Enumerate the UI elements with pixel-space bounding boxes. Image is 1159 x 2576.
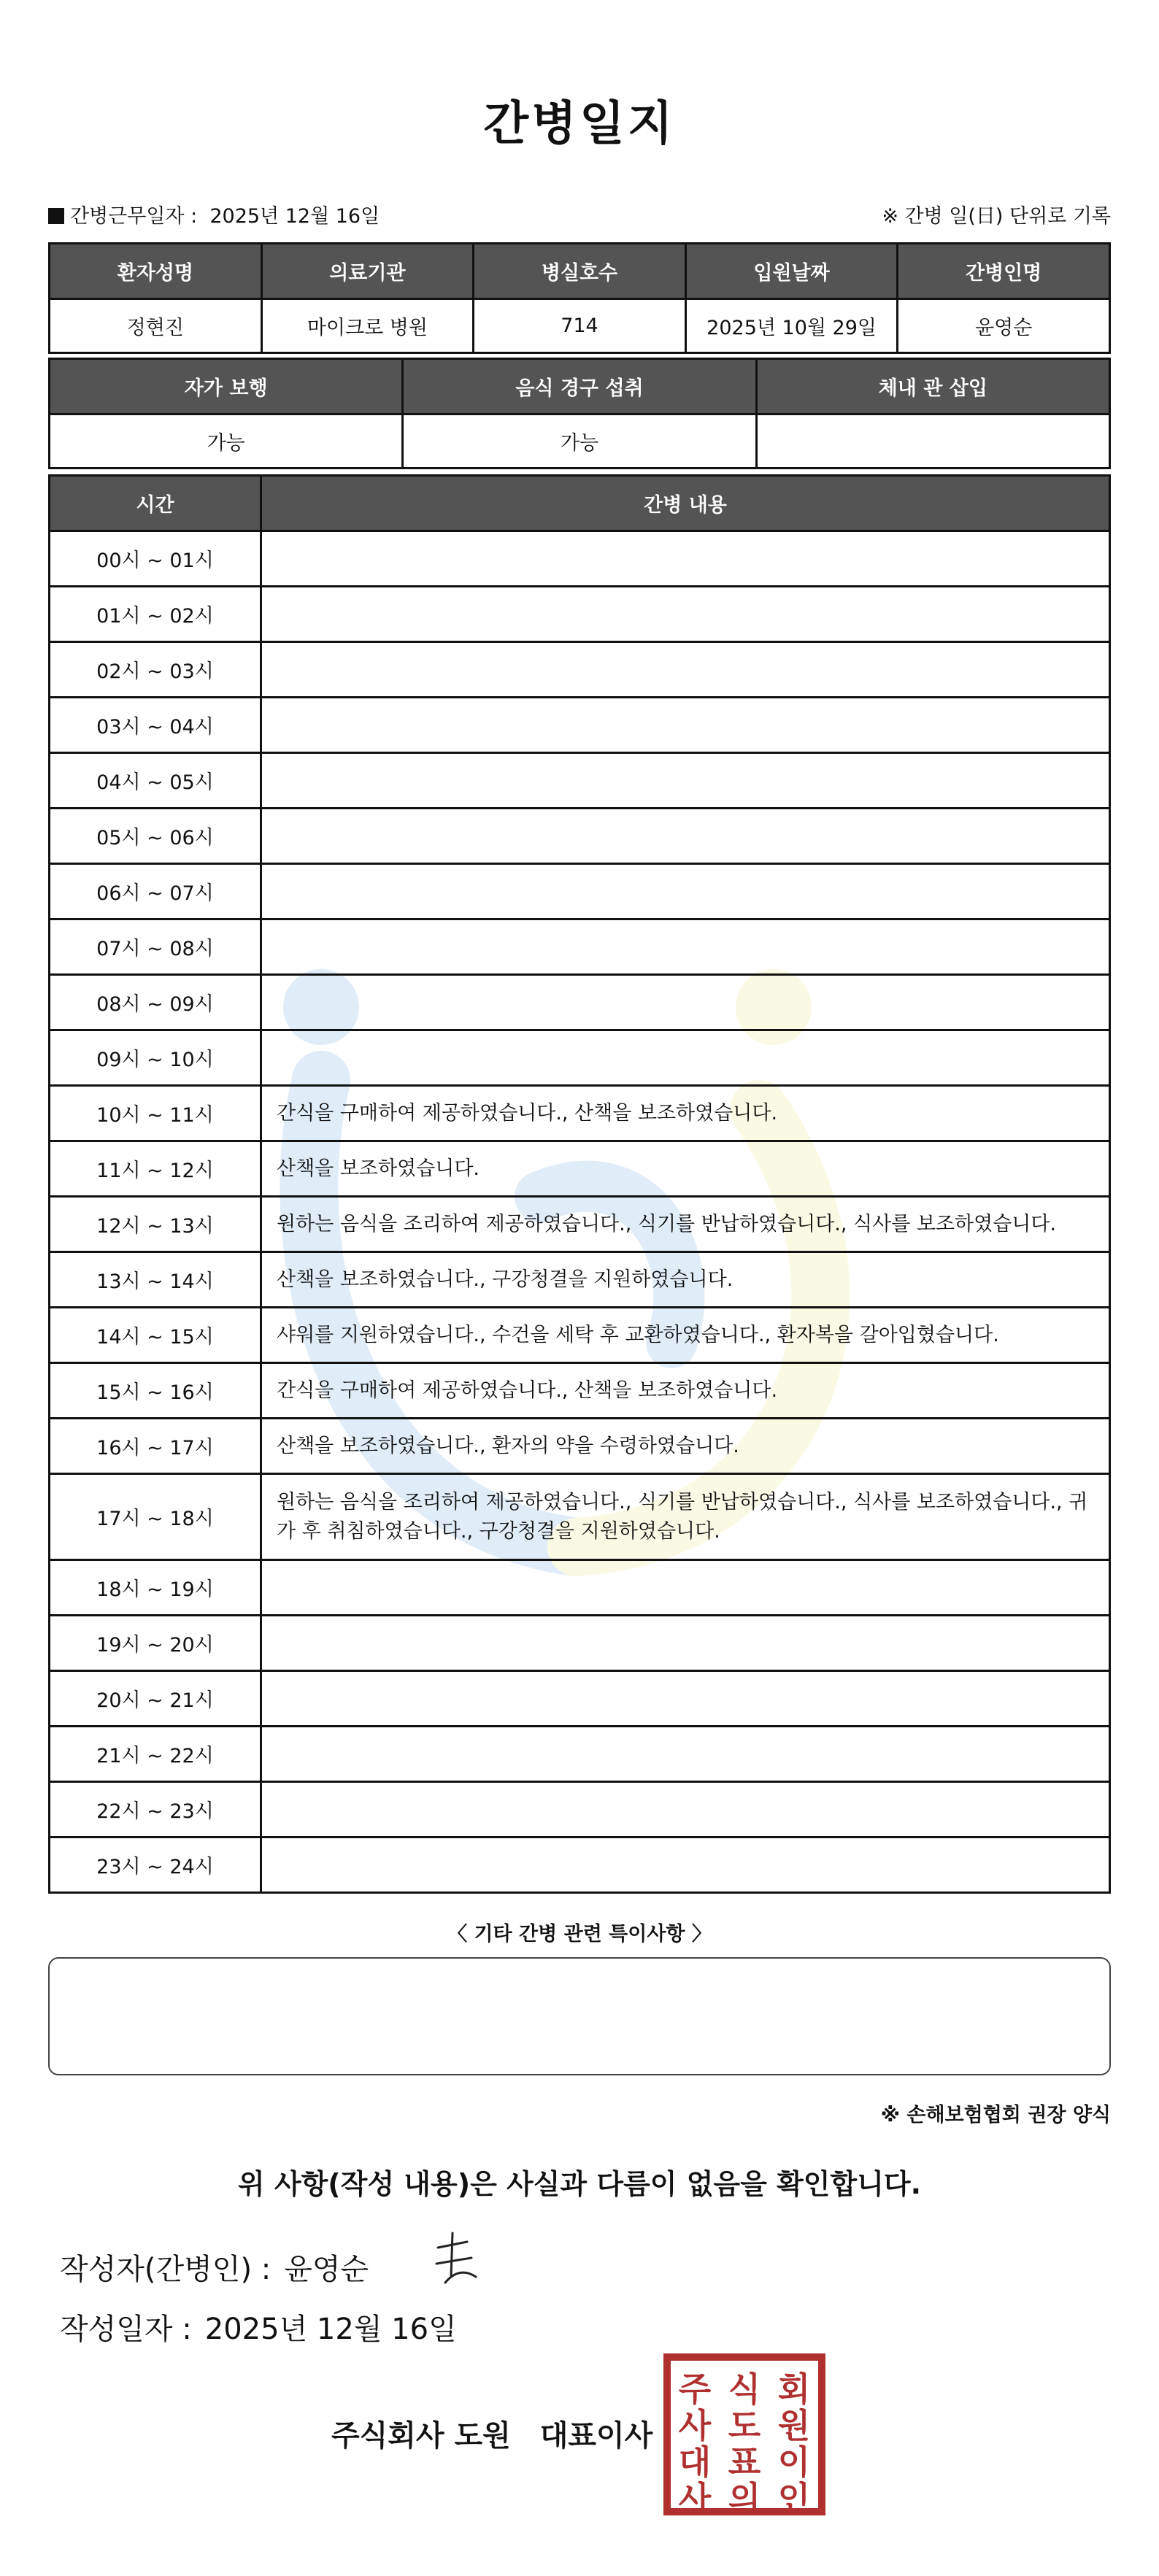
log-time: 22시 ~ 23시	[50, 1782, 261, 1837]
log-time: 17시 ~ 18시	[50, 1474, 261, 1560]
work-date	[48, 200, 380, 228]
oral-intake-value: 가능	[403, 414, 756, 468]
seal-stamp-icon	[663, 2353, 826, 2516]
log-row	[50, 1474, 1110, 1560]
log-content	[261, 1727, 1110, 1782]
care-log-body	[50, 531, 1110, 1893]
log-row	[50, 1141, 1110, 1197]
header-patient-name: 환자성명	[50, 244, 262, 299]
admission-date: 2025년 10월 29일	[685, 299, 898, 353]
log-row	[50, 919, 1110, 975]
write-date-label: 작성일자 :	[60, 2313, 192, 2346]
log-time: 08시 ~ 09시	[50, 975, 261, 1030]
log-row	[50, 1560, 1110, 1616]
log-time: 10시 ~ 11시	[50, 1086, 261, 1141]
header-self-walking: 자가 보행	[50, 359, 403, 414]
log-row	[50, 587, 1110, 642]
company-seal	[663, 2353, 826, 2516]
remarks-title: 〈 기타 간병 관련 특이사항 〉	[447, 1923, 712, 1946]
seal-character: 회	[777, 2369, 811, 2409]
log-content	[261, 1616, 1110, 1671]
log-time: 12시 ~ 13시	[50, 1197, 261, 1252]
log-time: 23시 ~ 24시	[50, 1837, 261, 1893]
log-row	[50, 1252, 1110, 1308]
company-representative: 대표이사	[539, 2419, 653, 2453]
remarks-box	[48, 1957, 1111, 2075]
log-row	[50, 1727, 1110, 1782]
log-content	[261, 642, 1110, 698]
seal-character: 대	[678, 2442, 712, 2482]
seal-character: 도	[728, 2406, 761, 2445]
log-content	[261, 587, 1110, 642]
log-content	[261, 975, 1110, 1030]
header-tube-insertion: 체내 관 삽입	[756, 359, 1109, 414]
log-row	[50, 864, 1110, 919]
log-time: 06시 ~ 07시	[50, 864, 261, 919]
work-date-value: 2025년 12월 16일	[209, 205, 380, 228]
log-time: 07시 ~ 08시	[50, 919, 261, 975]
log-row	[50, 1837, 1110, 1893]
log-content	[261, 1782, 1110, 1837]
handwritten-signature	[423, 2226, 489, 2291]
log-time: 09시 ~ 10시	[50, 1030, 261, 1086]
work-date-label: 간병근무일자 :	[70, 205, 198, 228]
header-room: 병실호수	[474, 244, 686, 299]
square-bullet-icon	[48, 208, 64, 224]
log-row	[50, 642, 1110, 698]
log-time: 01시 ~ 02시	[50, 587, 261, 642]
log-time: 14시 ~ 15시	[50, 1308, 261, 1363]
log-row	[50, 1197, 1110, 1252]
log-time: 18시 ~ 19시	[50, 1560, 261, 1616]
header-caregiver: 간병인명	[898, 244, 1110, 299]
patient-name: 정현진	[50, 299, 262, 353]
header-care-content: 간병 내용	[261, 476, 1110, 531]
seal-character: 사	[678, 2479, 712, 2516]
log-content	[261, 1671, 1110, 1727]
log-content: 원하는 음식을 조리하여 제공하였습니다., 식기를 반납하였습니다., 식사를 보조하였습니다.	[261, 1197, 1110, 1252]
log-time: 15시 ~ 16시	[50, 1363, 261, 1419]
log-content	[261, 753, 1110, 809]
log-time: 13시 ~ 14시	[50, 1252, 261, 1308]
self-walking-value: 가능	[50, 414, 403, 468]
log-time: 02시 ~ 03시	[50, 642, 261, 698]
hospital-name: 마이크로 병원	[261, 299, 474, 353]
log-row	[50, 1419, 1110, 1474]
log-time: 19시 ~ 20시	[50, 1616, 261, 1671]
log-time: 11시 ~ 12시	[50, 1141, 261, 1197]
care-log-table	[48, 474, 1111, 1894]
log-content	[261, 1560, 1110, 1616]
company-signature-line	[331, 2413, 652, 2454]
log-content	[261, 1837, 1110, 1893]
unit-note: ※ 간병 일(日) 단위로 기록	[882, 205, 1111, 228]
seal-character: 식	[728, 2369, 761, 2409]
write-date-line	[60, 2306, 457, 2348]
log-content	[261, 864, 1110, 919]
room-number: 714	[474, 299, 686, 353]
patient-info-table	[48, 242, 1111, 354]
log-content: 산책을 보조하였습니다.	[261, 1141, 1110, 1197]
log-row	[50, 753, 1110, 809]
log-content: 간식을 구매하여 제공하였습니다., 산책을 보조하였습니다.	[261, 1363, 1110, 1419]
log-row	[50, 809, 1110, 864]
log-content: 원하는 음식을 조리하여 제공하였습니다., 식기를 반납하였습니다., 식사를 보조하였습니다., 귀가 후 취침하였습니다., 구강청결을 지원하였습니다.	[261, 1474, 1110, 1560]
seal-character: 의	[728, 2479, 761, 2516]
log-content	[261, 698, 1110, 753]
writer-name: 윤영순	[284, 2253, 369, 2286]
caregiver-name: 윤영순	[898, 299, 1110, 353]
log-time: 04시 ~ 05시	[50, 753, 261, 809]
log-row	[50, 1086, 1110, 1141]
log-row	[50, 698, 1110, 753]
seal-character: 원	[777, 2406, 811, 2445]
log-content: 샤워를 지원하였습니다., 수건을 세탁 후 교환하였습니다., 환자복을 갈아입혔습니다.	[261, 1308, 1110, 1363]
log-content	[261, 531, 1110, 587]
header-time: 시간	[50, 476, 261, 531]
confirmation-statement: 위 사항(작성 내용)은 사실과 다름이 없음을 확인합니다.	[237, 2168, 922, 2200]
seal-character: 사	[678, 2406, 712, 2445]
log-content: 간식을 구매하여 제공하였습니다., 산책을 보조하였습니다.	[261, 1086, 1110, 1141]
log-time: 00시 ~ 01시	[50, 531, 261, 587]
page-title: 간병일지	[483, 97, 676, 151]
writer-line	[60, 2246, 369, 2288]
log-content	[261, 919, 1110, 975]
log-row	[50, 975, 1110, 1030]
header-oral-intake: 음식 경구 섭취	[403, 359, 756, 414]
log-time: 16시 ~ 17시	[50, 1419, 261, 1474]
log-content: 산책을 보조하였습니다., 환자의 약을 수령하였습니다.	[261, 1419, 1110, 1474]
seal-character: 인	[777, 2479, 811, 2516]
log-content	[261, 809, 1110, 864]
log-row	[50, 1363, 1110, 1419]
log-content: 산책을 보조하였습니다., 구강청결을 지원하였습니다.	[261, 1252, 1110, 1308]
log-row	[50, 1308, 1110, 1363]
writer-label: 작성자(간병인) :	[60, 2253, 272, 2286]
write-date-value: 2025년 12월 16일	[204, 2313, 457, 2346]
patient-status-table	[48, 358, 1111, 469]
tube-insertion-value	[756, 414, 1109, 468]
log-time: 21시 ~ 22시	[50, 1727, 261, 1782]
company-name: 주식회사 도원	[331, 2419, 511, 2453]
seal-character: 이	[777, 2442, 811, 2482]
log-content	[261, 1030, 1110, 1086]
seal-character: 표	[728, 2442, 761, 2482]
seal-character: 주	[678, 2369, 712, 2409]
log-time: 05시 ~ 06시	[50, 809, 261, 864]
log-row	[50, 1782, 1110, 1837]
log-time: 20시 ~ 21시	[50, 1671, 261, 1727]
log-row	[50, 1030, 1110, 1086]
source-note: ※ 손해보험협회 권장 양식	[880, 2104, 1111, 2126]
log-row	[50, 1671, 1110, 1727]
log-row	[50, 1616, 1110, 1671]
header-admission-date: 입원날짜	[685, 244, 898, 299]
header-hospital: 의료기관	[261, 244, 474, 299]
log-time: 03시 ~ 04시	[50, 698, 261, 753]
log-row	[50, 531, 1110, 587]
